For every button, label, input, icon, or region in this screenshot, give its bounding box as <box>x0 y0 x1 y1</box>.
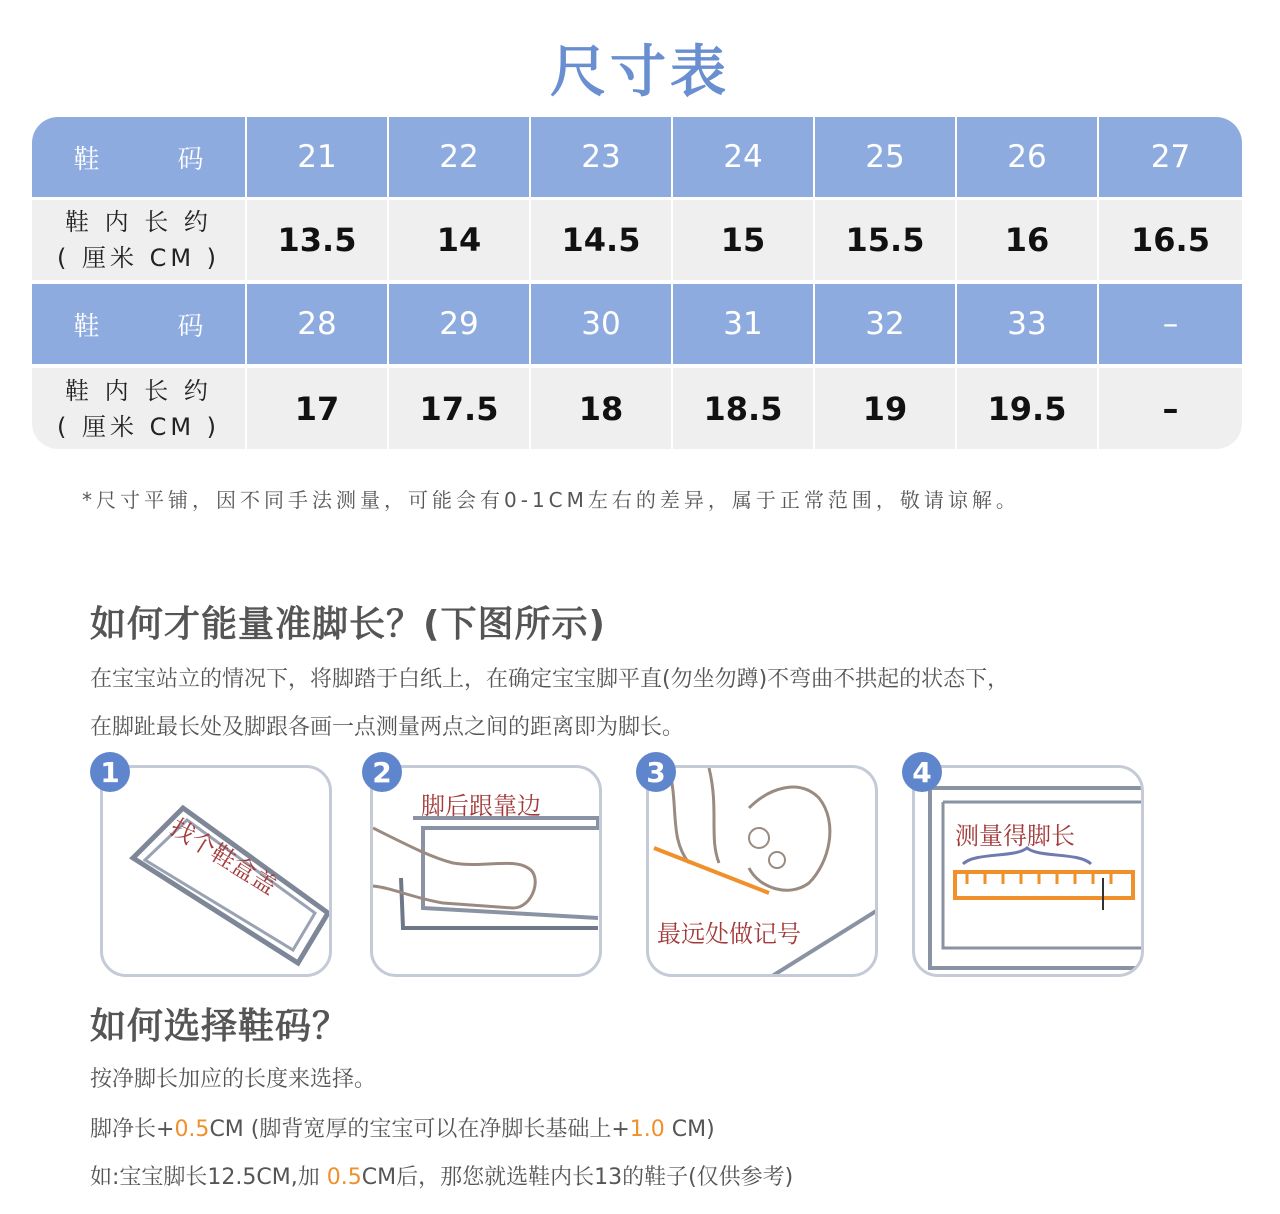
size-row <box>32 284 1242 364</box>
size-cell: 29 <box>389 284 531 364</box>
choose-line: 按净脚长加应的长度来选择。 <box>90 1067 377 1092</box>
measure-heading: 如何才能量准脚长？(下图所示) <box>90 604 606 645</box>
size-cell: 23 <box>531 117 673 197</box>
length-row <box>32 368 1242 449</box>
step-number-badge: 2 <box>362 752 402 792</box>
step-caption: 最远处做记号 <box>657 920 801 948</box>
size-cell: 26 <box>957 117 1099 197</box>
choose-heading: 如何选择鞋码？ <box>90 1006 350 1047</box>
length-row <box>32 200 1242 280</box>
step-2-illustration <box>370 765 602 977</box>
step-3-illustration <box>646 765 878 977</box>
length-cell: 13.5 <box>247 200 389 280</box>
step-4-illustration <box>912 765 1144 977</box>
size-table <box>32 117 1242 449</box>
size-label-cell: 鞋 码 <box>32 117 247 197</box>
length-cell: 16 <box>957 200 1099 280</box>
choose-line: 脚净长+0.5CM (脚背宽厚的宝宝可以在净脚长基础上+1.0 CM) <box>90 1117 715 1142</box>
step-number-badge: 3 <box>636 752 676 792</box>
length-cell: 18 <box>531 368 673 449</box>
accent-value: 0.5 <box>326 1165 362 1190</box>
length-cell: 19 <box>815 368 957 449</box>
length-label-cell: 鞋 内 长 约 ( 厘米 CM ) <box>32 368 247 449</box>
step-caption: 脚后跟靠边 <box>421 792 541 820</box>
size-cell: 21 <box>247 117 389 197</box>
size-cell: 25 <box>815 117 957 197</box>
size-cell: 31 <box>673 284 815 364</box>
size-cell: 27 <box>1150 139 1191 175</box>
size-cell: 22 <box>389 117 531 197</box>
length-cell: – <box>1162 389 1179 428</box>
measure-instruction-line: 在脚趾最长处及脚跟各画一点测量两点之间的距离即为脚长。 <box>90 715 685 740</box>
measure-instruction-line: 在宝宝站立的情况下，将脚踏于白纸上，在确定宝宝脚平直(勿坐勿蹲)不弯曲不拱起的状态下， <box>90 667 1010 692</box>
length-label-cell: 鞋 内 长 约 ( 厘米 CM ) <box>32 200 247 280</box>
length-cell: 16.5 <box>1131 221 1210 259</box>
length-cell: 17 <box>247 368 389 449</box>
size-cell: – <box>1162 306 1179 342</box>
page-title: 尺寸表 <box>550 40 730 105</box>
step-caption: 找个鞋盒盖 <box>164 813 282 901</box>
length-cell: 19.5 <box>957 368 1099 449</box>
ruler-icon <box>915 768 1144 977</box>
accent-value: 1.0 <box>629 1117 665 1142</box>
size-cell: 30 <box>531 284 673 364</box>
length-cell: 17.5 <box>389 368 531 449</box>
length-cell: 15.5 <box>815 200 957 280</box>
size-row <box>32 117 1242 197</box>
size-cell: 24 <box>673 117 815 197</box>
size-cell: 28 <box>247 284 389 364</box>
step-number-badge: 4 <box>902 752 942 792</box>
step-caption: 测量得脚长 <box>955 822 1075 850</box>
measurement-note: *尺寸平铺，因不同手法测量，可能会有0-1CM左右的差异，属于正常范围，敬请谅解。 <box>82 488 1020 512</box>
size-cell: 33 <box>957 284 1099 364</box>
shoebox-lid-icon <box>103 768 332 977</box>
length-cell: 18.5 <box>673 368 815 449</box>
choose-line: 如:宝宝脚长12.5CM,加 0.5CM后，那您就选鞋内长13的鞋子(仅供参考) <box>90 1165 794 1190</box>
size-cell: 32 <box>815 284 957 364</box>
step-1-illustration <box>100 765 332 977</box>
length-cell: 14 <box>389 200 531 280</box>
length-cell: 14.5 <box>531 200 673 280</box>
accent-value: 0.5 <box>174 1117 210 1142</box>
size-label-cell: 鞋 码 <box>32 284 247 364</box>
step-number-badge: 1 <box>90 752 130 792</box>
length-cell: 15 <box>673 200 815 280</box>
